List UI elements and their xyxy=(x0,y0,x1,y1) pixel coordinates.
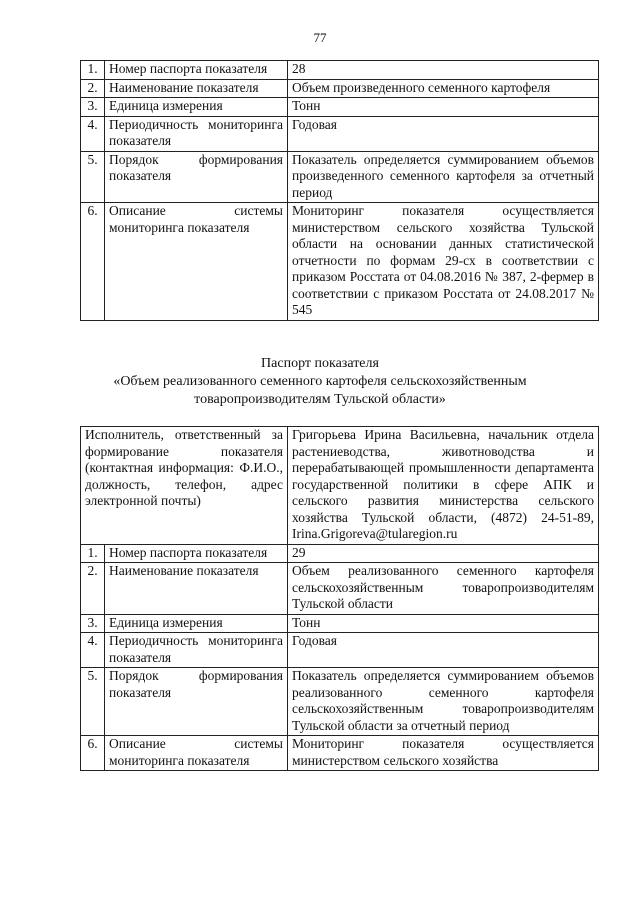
row-number: 4. xyxy=(81,116,105,151)
row-value: 28 xyxy=(288,61,599,80)
table-row xyxy=(81,116,599,151)
row-label: Единица измерения xyxy=(105,98,288,117)
row-value: Тонн xyxy=(288,614,599,633)
table-row xyxy=(81,614,599,633)
section-heading-line2: «Объем реализованного семенного картофеля сельскохозяйственным xyxy=(113,374,527,389)
row-label: Единица измерения xyxy=(105,614,288,633)
section-heading-line1: Паспорт показателя xyxy=(261,356,379,371)
row-value: Годовая xyxy=(288,116,599,151)
row-number: 4. xyxy=(81,633,105,668)
row-label: Номер паспорта показателя xyxy=(105,544,288,563)
row-value: Показатель определяется суммированием объемов реализованного семенного картофеля сельскохозяйственным товаропроизводителям Тульской области за отчетный период xyxy=(288,668,599,736)
row-value: Годовая xyxy=(288,633,599,668)
row-value: Показатель определяется суммированием объемов произведенного семенного картофеля за отчетный период xyxy=(288,151,599,203)
row-label: Порядок формирования показателя xyxy=(105,668,288,736)
row-label: Порядок формирования показателя xyxy=(105,151,288,203)
table-row xyxy=(81,203,599,321)
row-label: Периодичность мониторинга показателя xyxy=(105,116,288,151)
row-number: 1. xyxy=(81,544,105,563)
row-label: Периодичность мониторинга показателя xyxy=(105,633,288,668)
row-number: 6. xyxy=(81,736,105,771)
executor-value: Григорьева Ирина Васильевна, начальник отдела растениеводства, животноводства и перерабатывающей промышленности департамента государственной политики в сфере АПК и сельского развития министерства сельского хозяйства Тульской области, (4872) 24-51-89, Irina.Grigoreva@tularegion.ru xyxy=(288,427,599,545)
row-value: Мониторинг показателя осуществляется министерством сельского хозяйства xyxy=(288,736,599,771)
row-number: 3. xyxy=(81,614,105,633)
row-label: Описание системы мониторинга показателя xyxy=(105,203,288,321)
row-label: Номер паспорта показателя xyxy=(105,61,288,80)
table-row xyxy=(81,736,599,771)
table-row xyxy=(81,61,599,80)
passport-table-29 xyxy=(80,426,599,771)
table-row xyxy=(81,544,599,563)
row-number: 1. xyxy=(81,61,105,80)
row-value: Объем реализованного семенного картофеля сельскохозяйственным товаропроизводителям Тульской области xyxy=(288,563,599,615)
passport-table-28 xyxy=(80,60,599,321)
table-row xyxy=(81,98,599,117)
table-row xyxy=(81,427,599,545)
row-value: 29 xyxy=(288,544,599,563)
row-value: Тонн xyxy=(288,98,599,117)
row-number: 5. xyxy=(81,668,105,736)
row-number: 3. xyxy=(81,98,105,117)
row-label: Наименование показателя xyxy=(105,79,288,98)
row-number: 2. xyxy=(81,563,105,615)
row-label: Описание системы мониторинга показателя xyxy=(105,736,288,771)
row-value: Объем произведенного семенного картофеля xyxy=(288,79,599,98)
table-row xyxy=(81,563,599,615)
table-row xyxy=(81,633,599,668)
executor-label: Исполнитель, ответственный за формирование показателя (контактная информация: Ф.И.О., должность, телефон, адрес электронной почты) xyxy=(81,427,288,545)
row-number: 5. xyxy=(81,151,105,203)
page-number: 77 xyxy=(313,30,327,45)
row-number: 2. xyxy=(81,79,105,98)
section-heading-line3: товаропроизводителям Тульской области» xyxy=(194,392,446,407)
table-row xyxy=(81,79,599,98)
row-number: 6. xyxy=(81,203,105,321)
table-row xyxy=(81,151,599,203)
table-row xyxy=(81,668,599,736)
row-label: Наименование показателя xyxy=(105,563,288,615)
row-value: Мониторинг показателя осуществляется министерством сельского хозяйства Тульской области на основании данных статистической отчетности по формам 29-сх в соответствии с приказом Росстата от 04.08.2016 № 387, 2-фермер в соответствии с приказом Росстата от 24.08.2017 № 545 xyxy=(288,203,599,321)
